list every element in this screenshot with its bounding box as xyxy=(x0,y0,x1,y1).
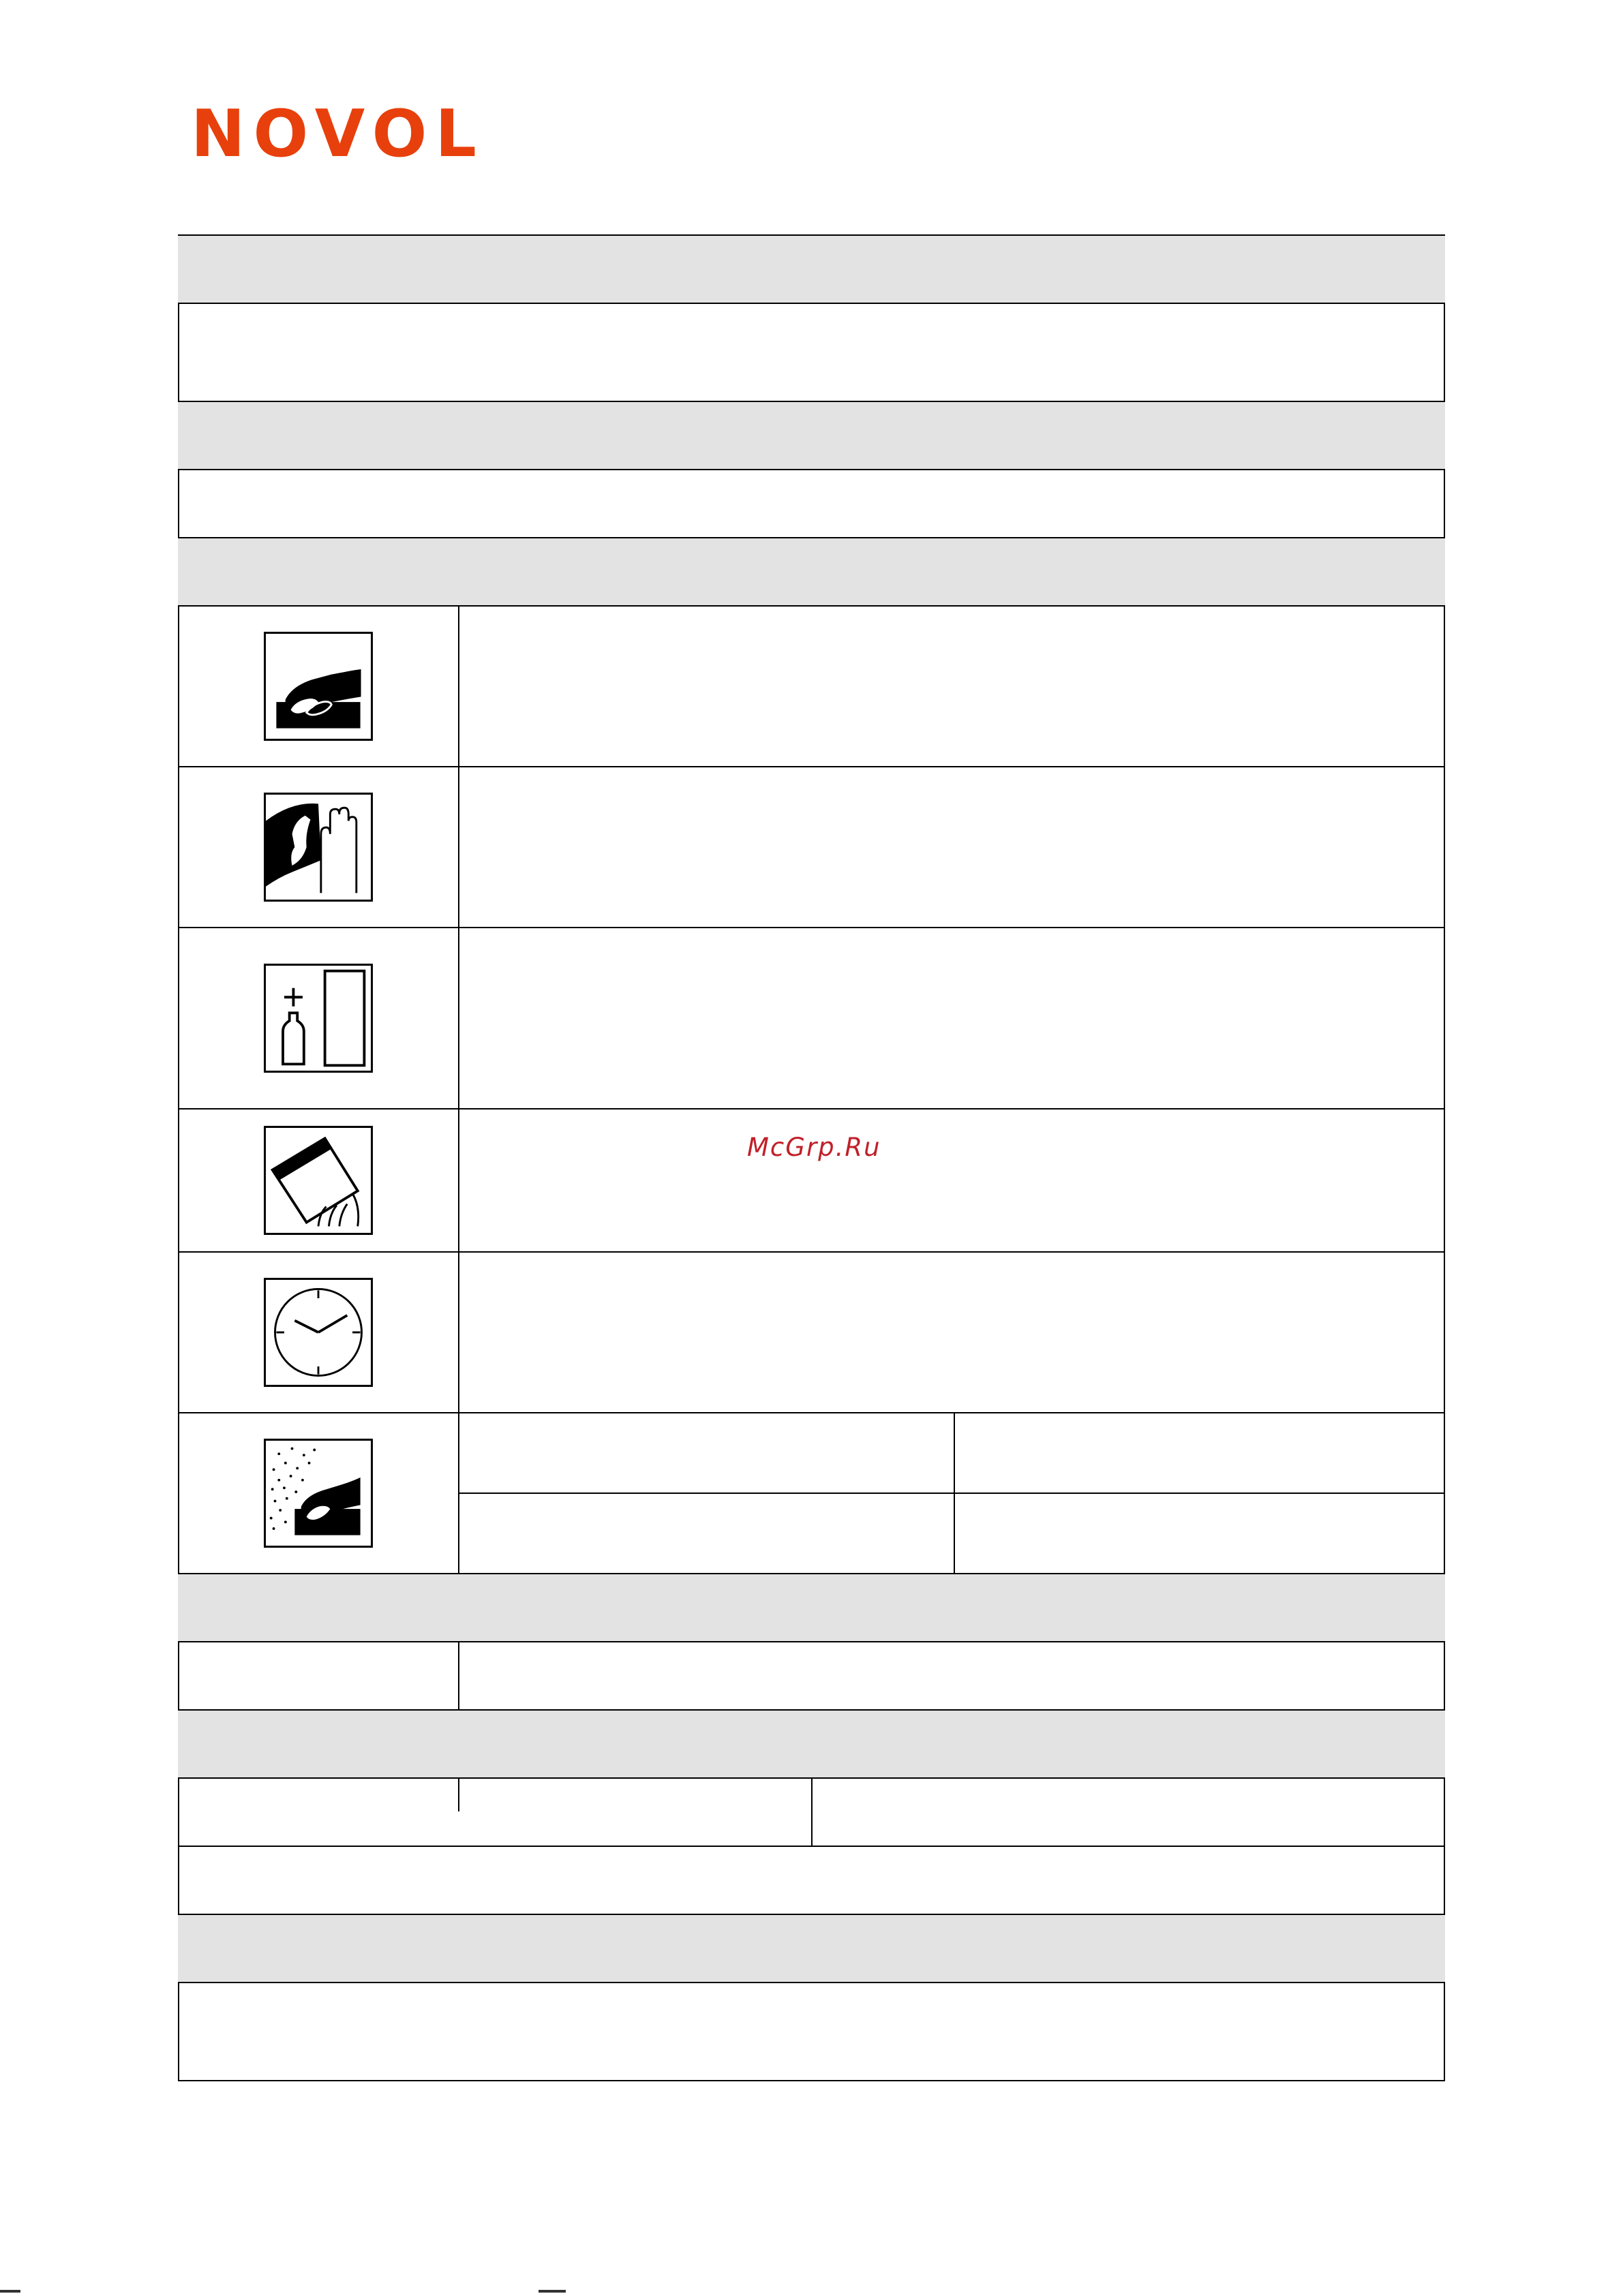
drying-time-clock-icon xyxy=(264,1278,373,1387)
icon-cell-6 xyxy=(178,1413,459,1573)
section-header-3 xyxy=(178,538,1445,605)
watermark-text: McGrp.Ru xyxy=(747,1133,881,1162)
dust-sanding-icon xyxy=(264,1439,373,1548)
section-header-2 xyxy=(178,402,1445,469)
section-header-4 xyxy=(178,1574,1445,1641)
section-body-1 xyxy=(178,304,1445,401)
icon-cell-5 xyxy=(178,1253,459,1412)
section-header-6 xyxy=(178,1915,1445,1982)
icon-cell-1 xyxy=(178,607,459,766)
mixing-hardener-icon xyxy=(264,964,373,1073)
face-hand-protection-icon xyxy=(264,793,373,902)
icon-cell-4 xyxy=(178,1109,459,1251)
application-spatula-icon xyxy=(264,1126,373,1235)
split-cell-divider xyxy=(811,1777,813,1846)
icon-cell-3 xyxy=(178,928,459,1108)
novol-logo: NOVOL xyxy=(191,97,485,172)
sub-row-divider xyxy=(459,1493,1445,1494)
section-body-2 xyxy=(178,470,1445,537)
section-header-5 xyxy=(178,1711,1445,1777)
section-body-4 xyxy=(178,1642,1445,1709)
section-body-6 xyxy=(178,1983,1445,2080)
sanding-hand-icon xyxy=(264,632,373,741)
page-edge-mark xyxy=(0,2290,20,2293)
section-body-5 xyxy=(178,1847,1445,1914)
page-edge-mark xyxy=(539,2290,566,2293)
icon-cell-2 xyxy=(178,767,459,927)
section-header-1 xyxy=(178,236,1445,303)
